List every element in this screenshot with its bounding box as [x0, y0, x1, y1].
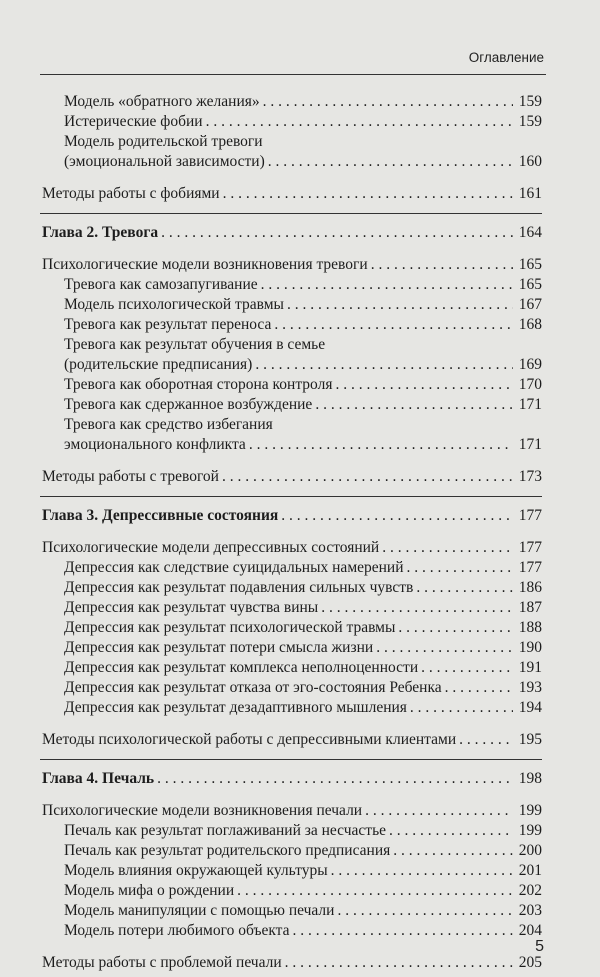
- dot-leader: [445, 678, 513, 698]
- toc-entry-line: [42, 953, 542, 973]
- toc-entry[interactable]: [64, 112, 542, 132]
- toc-entry[interactable]: [64, 578, 542, 598]
- toc-entry[interactable]: [64, 638, 542, 658]
- toc-page-number: 169: [518, 356, 542, 373]
- toc-page-number: 171: [518, 436, 542, 453]
- dot-leader: [281, 506, 513, 526]
- dot-leader: [335, 375, 513, 395]
- toc-entry-line: [64, 435, 542, 455]
- toc-page-number: 194: [518, 699, 542, 716]
- toc-entry[interactable]: [42, 730, 542, 750]
- toc-entry-line: [42, 255, 542, 275]
- toc-entry-line: [64, 395, 542, 415]
- toc-entry[interactable]: [64, 92, 542, 112]
- toc-entry-title: Печаль как результат родительского предписания: [64, 842, 391, 859]
- toc-page-number: 177: [518, 507, 542, 524]
- toc-entry-title: Методы работы с тревогой: [42, 468, 219, 485]
- toc-entry[interactable]: [64, 841, 542, 861]
- toc-entry-title: Методы работы с фобиями: [42, 185, 220, 202]
- toc-entry-title: Депрессия как результат комплекса неполноценности: [64, 659, 419, 676]
- section-divider: [40, 213, 542, 214]
- toc-chapter-entry[interactable]: [42, 223, 542, 243]
- toc-entry[interactable]: [64, 558, 542, 578]
- dot-leader: [161, 223, 513, 243]
- toc-entry-line: [64, 921, 542, 941]
- toc-entry-title: Депрессия как результат отказа от эго-состояния Ребенка: [64, 679, 442, 696]
- toc-page-number: 167: [518, 296, 542, 313]
- toc-page-number: 193: [518, 679, 542, 696]
- dot-leader: [261, 275, 513, 295]
- toc-page-number: 161: [518, 185, 542, 202]
- toc-entry-title: (эмоциональной зависимости): [64, 153, 265, 170]
- toc-entry[interactable]: [42, 255, 542, 275]
- spacer: [0, 172, 600, 184]
- running-header-title: Оглавление: [468, 50, 544, 65]
- toc-page-number: 200: [518, 842, 542, 859]
- toc-entry[interactable]: [42, 538, 542, 558]
- toc-page-number: 187: [518, 599, 542, 616]
- toc-entry-line: [64, 355, 542, 375]
- toc-entry-line: [64, 112, 542, 132]
- toc-entry-line: [64, 861, 542, 881]
- toc-page-number: 202: [518, 882, 542, 899]
- toc-page-number: 204: [518, 922, 542, 939]
- toc-entry[interactable]: [64, 315, 542, 335]
- dot-leader: [382, 538, 513, 558]
- toc-page-number: 165: [518, 256, 542, 273]
- toc-entry[interactable]: [64, 658, 542, 678]
- toc-entry-line: [64, 821, 542, 841]
- dot-leader: [287, 295, 513, 315]
- toc-entry-title: (родительские предписания): [64, 356, 253, 373]
- dot-leader: [157, 769, 513, 789]
- dot-leader: [398, 618, 513, 638]
- dot-leader: [255, 355, 513, 375]
- toc-entry-title: Тревога как средство избегания: [64, 416, 273, 433]
- dot-leader: [268, 152, 513, 172]
- toc-entry-title: Модель манипуляции с помощью печали: [64, 902, 335, 919]
- page-number: 5: [535, 938, 544, 955]
- toc-entry[interactable]: [64, 881, 542, 901]
- toc-entry-title: Тревога как оборотная сторона контроля: [64, 376, 333, 393]
- toc-entry[interactable]: [64, 415, 542, 455]
- toc-page-number: 198: [518, 770, 542, 787]
- toc-entry-title: Истерические фобии: [64, 113, 203, 130]
- toc-entry-line: [64, 678, 542, 698]
- toc-entry[interactable]: [64, 275, 542, 295]
- dot-leader: [459, 730, 513, 750]
- toc-entry-line: [64, 841, 542, 861]
- toc-page-number: 170: [518, 376, 542, 393]
- toc-entry-title: Депрессия как результат психологической травмы: [64, 619, 396, 636]
- toc-entry[interactable]: [64, 861, 542, 881]
- toc-page-number: 188: [518, 619, 542, 636]
- toc-entry[interactable]: [64, 821, 542, 841]
- toc-entry-title: Модель потери любимого объекта: [64, 922, 290, 939]
- dot-leader: [371, 255, 513, 275]
- spacer: [0, 941, 600, 953]
- toc-page-number: 164: [518, 224, 542, 241]
- toc-entry-line: [64, 92, 542, 112]
- toc-entry-line: [64, 638, 542, 658]
- toc-entry-title: Тревога как сдержанное возбуждение: [64, 396, 313, 413]
- toc-entry[interactable]: [64, 921, 542, 941]
- toc-entry-title: Депрессия как результат дезадаптивного мышления: [64, 699, 407, 716]
- toc-entry-title: Модель психологической травмы: [64, 296, 284, 313]
- toc-entry-line: [64, 152, 542, 172]
- toc-entry[interactable]: [64, 375, 542, 395]
- toc-entry-title: Модель родительской тревоги: [64, 133, 263, 150]
- dot-leader: [365, 801, 513, 821]
- toc-entry-line: [64, 598, 542, 618]
- toc-page-number: 177: [518, 559, 542, 576]
- toc-entry-title: Психологические модели депрессивных состояний: [42, 539, 380, 556]
- toc-entry[interactable]: [42, 801, 542, 821]
- toc-page-number: 205: [518, 954, 542, 971]
- toc-entry-title: Методы психологической работы с депрессивными клиентами: [42, 731, 457, 748]
- toc-entry-line: [42, 801, 542, 821]
- dot-leader: [321, 598, 513, 618]
- toc-entry-line: [42, 184, 542, 204]
- toc-page-number: 201: [518, 862, 542, 879]
- toc-entry-title: Модель влияния окружающей культуры: [64, 862, 328, 879]
- toc-entry[interactable]: [64, 598, 542, 618]
- dot-leader: [206, 112, 513, 132]
- toc-entry-title: Психологические модели возникновения печали: [42, 802, 363, 819]
- toc-entry-title: Депрессия как результат чувства вины: [64, 599, 319, 616]
- toc-entry-line: [42, 538, 542, 558]
- toc-entry-title: Глава 4. Печаль: [42, 770, 155, 787]
- toc-entry-line: [64, 881, 542, 901]
- toc-page-number: 160: [518, 153, 542, 170]
- toc-entry[interactable]: [64, 395, 542, 415]
- toc-chapter-entry[interactable]: [42, 769, 542, 789]
- toc-entry[interactable]: [64, 901, 542, 921]
- toc-entry-line: [64, 375, 542, 395]
- spacer: [0, 455, 600, 467]
- toc-entry-line: [64, 295, 542, 315]
- toc-entry[interactable]: [64, 678, 542, 698]
- toc-entry-line: [64, 618, 542, 638]
- toc-entry[interactable]: [64, 698, 542, 718]
- toc-entry-title: Печаль как результат поглаживаний за несчастье: [64, 822, 387, 839]
- spacer: [0, 789, 600, 801]
- toc-entry-title: Глава 2. Тревога: [42, 224, 159, 241]
- toc-entry-line: [64, 558, 542, 578]
- dot-leader: [249, 435, 513, 455]
- spacer: [0, 243, 600, 255]
- toc-page-number: 190: [518, 639, 542, 656]
- dot-leader: [315, 395, 513, 415]
- dot-leader: [376, 638, 513, 658]
- toc-entry[interactable]: [64, 295, 542, 315]
- dot-leader: [407, 558, 513, 578]
- toc-entry-line: [64, 275, 542, 295]
- section-divider: [40, 496, 542, 497]
- toc-entry-line: [42, 769, 542, 789]
- toc-page-number: 173: [518, 468, 542, 485]
- toc-entry-line: [64, 132, 542, 152]
- toc-page-number: 199: [518, 802, 542, 819]
- dot-leader: [410, 698, 513, 718]
- toc-entry-title: Тревога как самозапугивание: [64, 276, 258, 293]
- toc-entry-title: Тревога как результат переноса: [64, 316, 272, 333]
- dot-leader: [393, 841, 513, 861]
- toc-page-number: 199: [518, 822, 542, 839]
- toc-entry[interactable]: [64, 335, 542, 375]
- dot-leader: [274, 315, 513, 335]
- toc-entry-line: [64, 578, 542, 598]
- toc-entry-title: Депрессия как результат потери смысла жизни: [64, 639, 374, 656]
- spacer: [0, 718, 600, 730]
- dot-leader: [237, 881, 513, 901]
- dot-leader: [293, 921, 513, 941]
- dot-leader: [222, 467, 513, 487]
- toc-page-number: 186: [518, 579, 542, 596]
- dot-leader: [331, 861, 513, 881]
- toc-entry-line: [42, 223, 542, 243]
- toc-entry[interactable]: [42, 467, 542, 487]
- toc-entry-line: [64, 658, 542, 678]
- toc-page-number: 159: [518, 93, 542, 110]
- toc-entry-title: Глава 3. Депрессивные состояния: [42, 507, 279, 524]
- toc-entry-title: эмоционального конфликта: [64, 436, 246, 453]
- dot-leader: [337, 901, 513, 921]
- toc-page-number: 171: [518, 396, 542, 413]
- toc-chapter-entry[interactable]: [42, 506, 542, 526]
- toc-entry[interactable]: [42, 184, 542, 204]
- dot-leader: [263, 92, 513, 112]
- toc-entry-title: Психологические модели возникновения тревоги: [42, 256, 368, 273]
- toc-entry[interactable]: [42, 953, 542, 973]
- toc-entry-line: [42, 506, 542, 526]
- dot-leader: [416, 578, 513, 598]
- toc-page-number: 195: [518, 731, 542, 748]
- dot-leader: [223, 184, 513, 204]
- section-divider: [40, 759, 542, 760]
- toc-entry-title: Депрессия как следствие суицидальных намерений: [64, 559, 404, 576]
- toc-page-number: 165: [518, 276, 542, 293]
- dot-leader: [389, 821, 513, 841]
- toc-page-number: 159: [518, 113, 542, 130]
- dot-leader: [421, 658, 513, 678]
- toc-page-number: 203: [518, 902, 542, 919]
- toc-page-number: 191: [518, 659, 542, 676]
- toc-page-number: 177: [518, 539, 542, 556]
- toc-entry-line: [64, 415, 542, 435]
- table-of-contents: [0, 92, 600, 973]
- toc-entry-line: [42, 467, 542, 487]
- toc-entry-line: [64, 901, 542, 921]
- toc-entry-title: Методы работы с проблемой печали: [42, 954, 282, 971]
- toc-page-number: 168: [518, 316, 542, 333]
- toc-entry-line: [64, 698, 542, 718]
- toc-entry-title: Тревога как результат обучения в семье: [64, 336, 326, 353]
- toc-entry-line: [64, 335, 542, 355]
- toc-entry-title: Депрессия как результат подавления сильных чувств: [64, 579, 414, 596]
- toc-entry-title: Модель мифа о рождении: [64, 882, 235, 899]
- spacer: [0, 526, 600, 538]
- toc-entry-line: [64, 315, 542, 335]
- dot-leader: [285, 953, 513, 973]
- toc-entry[interactable]: [64, 618, 542, 638]
- toc-entry[interactable]: [64, 132, 542, 172]
- toc-entry-title: Модель «обратного желания»: [64, 93, 260, 110]
- header-rule: [40, 74, 546, 75]
- toc-entry-line: [42, 730, 542, 750]
